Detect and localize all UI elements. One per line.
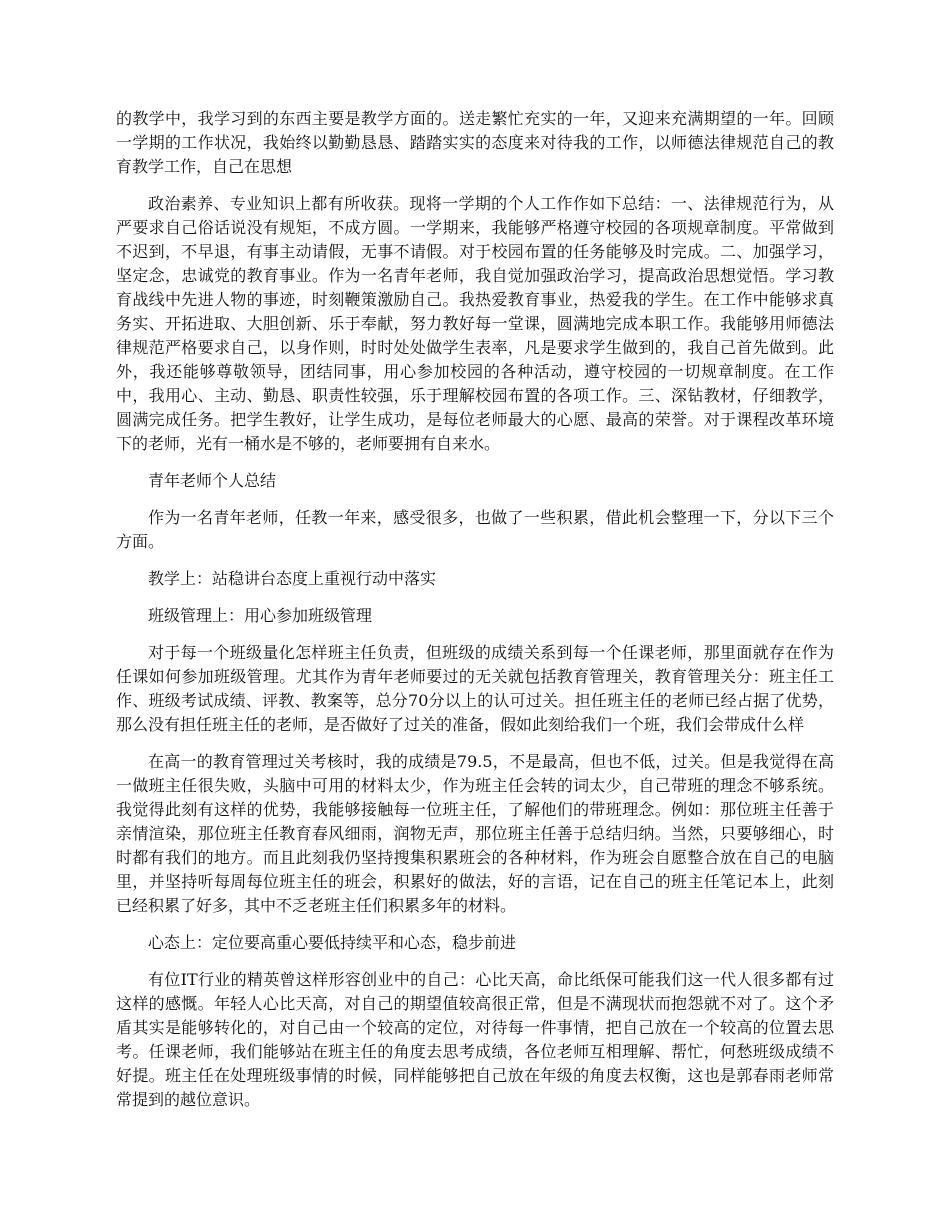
paragraph-class-management: 对于每一个班级量化怎样班主任负责，但班级的成绩关系到每一个任课老师，那里面就存在作为任课如何参加班级管理。尤其作为青年老师要过的无关就包括教育管理关，教育管理关分：班主任工作、班级考试成绩、评教、教案等，总分70分以上的认可过关。担任班主任的老师已经占据了优势，那么没有担任班主任的老师，是否做好了过关的准备，假如此刻给我们一个班，我们会带成什么样	[116, 643, 834, 734]
subheading-teaching: 教学上：站稳讲台态度上重视行动中落实	[148, 569, 437, 588]
paragraph-work-summary: 政治素养、专业知识上都有所收获。现将一学期的个人工作作如下总结：一、法律规范行为，从严要求自己俗话说没有规矩，不成方圆。一学期来，我能够严格遵守校园的各项规章制度。平常做到不迟到，不早退，有事主动请假，无事不请假。对于校园布置的任务能够及时完成。二、加强学习，坚定念，忠诚党的教育事业。作为一名青年老师，我自觉加强政治学习，提高政治思想觉悟。学习教育战线中先进人物的事迹，时刻鞭策激励自己。我热爱教育事业，热爱我的学生。在工作中能够求真务实、开拓进取、大胆创新、乐于奉献，努力教好每一堂课，圆满地完成本职工作。我能够用师德法律规范严格要求自己，以身作则，时时处处做学生表率，凡是要求学生做到的，我自己首先做到。此外，我还能够尊敬领导，团结同事，用心参加校园的各种活动，遵守校园的一切规章制度。在工作中，我用心、主动、勤恳、职责性较强，乐于理解校园布置的各项工作。三、深钻教材，仔细教学，圆满完成任务。把学生教好，让学生成功，是每位老师最大的心愿、最高的荣誉。对于课程改革环境下的老师，光有一桶水是不够的，老师要拥有自来水。	[116, 194, 834, 453]
subheading-attitude: 心态上：定位要高重心要低持续平和心态，稳步前进	[148, 933, 517, 952]
paragraph-attitude: 有位IT行业的精英曾这样形容创业中的自己：心比天高，命比纸保可能我们这一代人很多都有过这样的感慨。年轻人心比天高，对自己的期望值较高很正常，但是不满现状而抱怨就不对了。这个矛盾其实是能够转化的，对自己由一个较高的定位，对待每一件事情，把自己放在一个较高的位置去思考。任课老师，我们能够站在班主任的角度去思考成绩，各位老师互相理解、帮忙，何愁班级成绩不好提。班主任在处理班级事情的时候，同样能够把自己放在年级的角度去权衡，这也是郭春雨老师常常提到的越位意识。	[116, 970, 834, 1109]
paragraph-continuation: 的教学中，我学习到的东西主要是教学方面的。送走繁忙充实的一年，又迎来充满期望的一年。回顾一学期的工作状况，我始终以勤勤恳恳、踏踏实实的态度来对待我的工作，以师德法律规范自己的教育教学工作，自己在思想	[116, 109, 834, 176]
paragraph-intro: 作为一名青年老师，任教一年来，感受很多，也做了一些积累，借此机会整理一下，分以下三个方面。	[116, 508, 834, 551]
paragraph-assessment: 在高一的教育管理过关考核时，我的成绩是79.5，不是最高，但也不低，过关。但是我觉得在高一做班主任很失败，头脑中可用的材料太少，作为班主任会转的词太少，自己带班的理念不够系统。我觉得此刻有这样的优势，我能够接触每一位班主任，了解他们的带班理念。例如：那位班主任善于亲情渲染，那位班主任教育春风细雨，润物无声，那位班主任善于总结归纳。当然，只要够细心，时时都有我们的地方。而且此刻我仍坚持搜集积累班会的各种材料，作为班会自愿整合放在自己的电脑里，并坚持听每周每位班主任的班会，积累好的做法，好的言语，记在自己的班主任笔记本上，此刻已经积累了好多，其中不乏老班主任们积累多年的材料。	[116, 752, 834, 915]
section-title: 青年老师个人总结	[148, 471, 277, 490]
subheading-class-management: 班级管理上：用心参加班级管理	[148, 606, 373, 625]
